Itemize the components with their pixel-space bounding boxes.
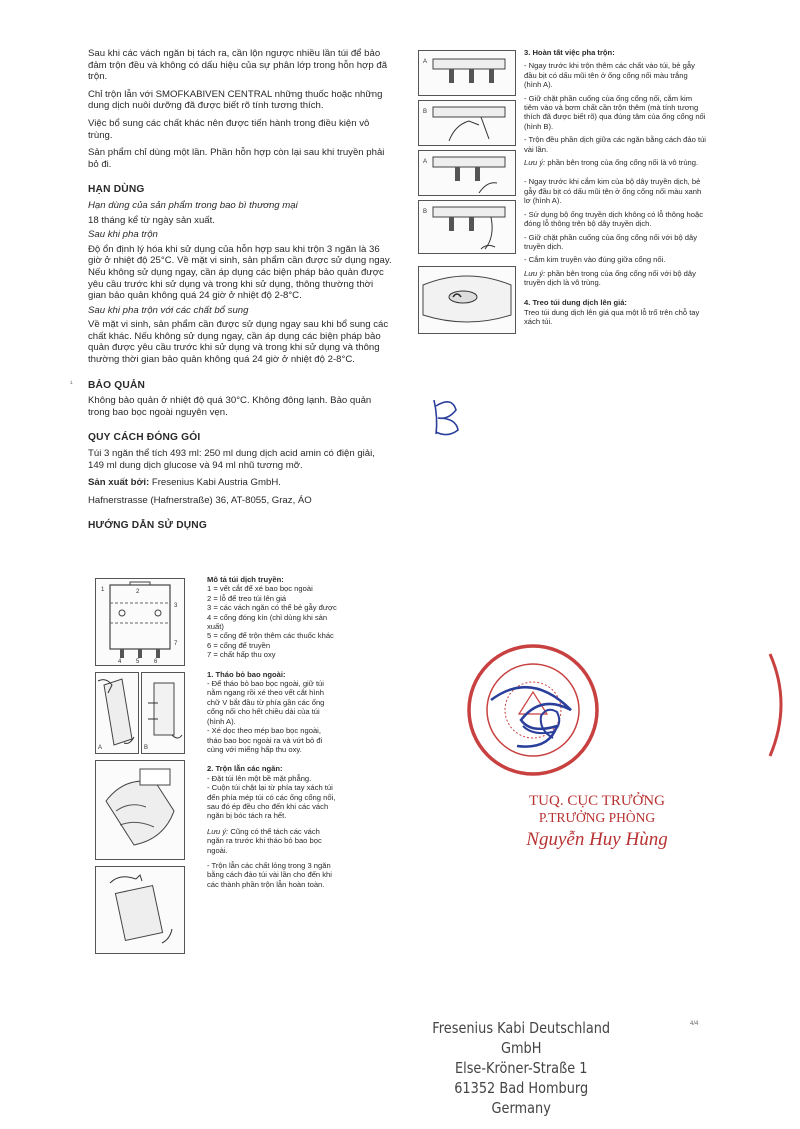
svg-text:2: 2 xyxy=(136,589,140,595)
step-3-note xyxy=(524,158,706,167)
company-address xyxy=(418,1018,624,1118)
svg-text:B: B xyxy=(144,745,149,751)
intro-paragraph: Chỉ trộn lẫn với SMOFKABIVEN CENTRAL những thuốc hoặc những dung dịch nuôi dưỡng đã được biết rõ tính tương thích. xyxy=(88,88,383,112)
ports-icon xyxy=(419,51,515,95)
paragraph: Độ ổn định lý hóa khi sử dụng của hỗn hợp sau khi trộn 3 ngăn là 36 giờ ở nhiệt độ 25°C. Về mặt vi sinh, sản phẩm cần được sử dụng ngay. Nếu không sử dụng ngay, cần áp dụng các biện pháp bảo quản được yêu cầu trước khi sử dụng và trong khi sử dụng, thông thường thời gian bảo quản không quá 24 giờ ở nhiệt độ 2-8°C. xyxy=(88,243,392,302)
paragraph: Không bảo quản ở nhiệt độ quá 30°C. Không đông lạnh. Bảo quản trong bao bọc ngoài nguyên vẹn. xyxy=(88,395,372,418)
company-country: Germany xyxy=(491,1099,551,1117)
svg-text:B: B xyxy=(423,209,428,215)
manufacturer-line xyxy=(88,477,393,489)
section-heading-huong-dan: HƯỚNG DẪN SỬ DỤNG xyxy=(88,520,207,532)
official-seal-icon xyxy=(463,640,603,780)
hands-peeling-icon xyxy=(142,673,184,753)
subheading: Sau khi pha trộn với các chất bổ sung xyxy=(88,304,249,316)
svg-text:1: 1 xyxy=(101,587,105,593)
step-text: - Giữ chặt phần cuống của ống cổng nối với bộ dây truyền dịch. xyxy=(524,232,698,251)
step-1-title: 1. Tháo bỏ bao ngoài: xyxy=(207,669,286,679)
step-text: - Trộn đều phần dịch giữa các ngăn bằng cách đảo túi vài lần. xyxy=(524,135,706,154)
list-item: 7 = chất hấp thu oxy xyxy=(207,650,276,660)
svg-text:A: A xyxy=(423,59,428,65)
bag-diagram-figure xyxy=(95,578,185,666)
hand-port-icon xyxy=(419,151,515,195)
approval-title: TUQ. CỤC TRƯỞNG xyxy=(529,793,665,809)
remove-overwrap-figure-a xyxy=(95,672,139,754)
left-column xyxy=(88,48,393,536)
manufacturer-name: Fresenius Kabi Austria GmbH. xyxy=(151,477,281,489)
port-figure-1 xyxy=(418,50,516,96)
port-figure-3 xyxy=(418,150,516,196)
step-text: - Giữ chặt phần cuống của ống cổng nối, cắm kim tiêm vào và bơm chất cần trộn thêm (mà tính tương thích đã được biết rõ) qua đúng tâm của ống cổng nối (hình B). xyxy=(524,93,706,131)
note-label: Lưu ý: xyxy=(524,158,546,168)
page-number: 4/4 xyxy=(690,1021,699,1027)
intro-paragraph: Sau khi các vách ngăn bị tách ra, cần lộn ngược nhiều lần túi để bảo đảm trộn đều và không có dấu hiệu của sự phân lớp trong hỗn hợp đã trộn. xyxy=(88,48,388,83)
section-heading-han-dung: HẠN DÙNG xyxy=(88,184,145,196)
approval-name: Nguyễn Huy Hùng xyxy=(526,829,668,850)
step-text: - Cắm kim truyền vào đúng giữa cổng nối. xyxy=(524,255,666,265)
right-column xyxy=(524,48,706,331)
invert-bag-figure xyxy=(95,866,185,954)
intro-paragraph: Việc bổ sung các chất khác nên được tiến hành trong điều kiện vô trùng. xyxy=(88,117,370,141)
note-label: Lưu ý: xyxy=(524,268,546,278)
subheading: Sau khi pha trộn xyxy=(88,229,158,241)
svg-text:4: 4 xyxy=(118,659,122,665)
bag-diagram-icon xyxy=(96,579,184,665)
step-text: Treo túi dung dịch lên giá qua một lỗ trổ trên chỗ tay xách túi. xyxy=(524,307,700,327)
list-item: 4 = cổng đóng kín (chỉ dùng khi sản xuất) xyxy=(207,612,328,632)
step-3-note-2 xyxy=(524,269,706,288)
svg-text:5: 5 xyxy=(136,659,140,665)
paragraph: Túi 3 ngăn thể tích 493 ml: 250 ml dung dịch acid amin có điện giải, 149 ml dung dịch glucose và 94 ml nhũ tương mỡ. xyxy=(88,448,375,471)
company-name: Fresenius Kabi Deutschland GmbH xyxy=(432,1019,611,1057)
company-street: Else-Kröner-Straße 1 xyxy=(454,1059,588,1077)
svg-text:3: 3 xyxy=(174,603,178,609)
hanger-figure xyxy=(418,266,516,334)
approval-subtitle: P.TRƯỞNG PHÒNG xyxy=(538,810,656,825)
list-item: 6 = cổng để truyền xyxy=(207,640,271,650)
step-3-title: 3. Hoàn tất việc pha trộn: xyxy=(524,48,615,57)
section-heading-bao-quan: BẢO QUẢN xyxy=(88,379,146,391)
stamp-edge-mark-icon xyxy=(764,650,794,760)
step-1 xyxy=(207,670,337,755)
initials-signature-icon xyxy=(426,392,466,440)
list-item: 5 = cổng để trộn thêm các thuốc khác xyxy=(207,631,334,641)
margin-mark: ¹ xyxy=(70,379,73,388)
bag-description xyxy=(207,575,337,660)
paragraph: Về mặt vi sinh, sản phẩm cần được sử dụng ngay sau khi bổ sung các chất khác. Nếu không sử dụng ngay, cần áp dụng các biện pháp bảo quản được yêu cầu trước khi sử dụng và trong khi sử dụng và thông thường thời gian bảo quản không quá 24 giờ ở nhiệt độ 2-8°C. xyxy=(88,319,389,366)
port-figure-4 xyxy=(418,200,516,254)
note-text: phần bên trong của ống cổng nối là vô trùng. xyxy=(545,158,699,168)
step-4-title: 4. Treo túi dung dịch lên giá: xyxy=(524,297,627,307)
step-text: - Đặt túi lên một bề mặt phẳng. xyxy=(207,773,312,783)
list-item: 2 = lỗ để treo túi lên giá xyxy=(207,593,287,603)
step-text: - Sử dụng bộ ống truyền dịch không có lỗ thông hoặc đóng lỗ thông trên bộ dây truyền dịch. xyxy=(524,209,704,229)
hands-tearing-icon xyxy=(96,673,138,753)
svg-text:A: A xyxy=(423,159,428,165)
manufacturer-address: Hafnerstrasse (Hafnerstraße) 36, AT-8055, Graz, ÁO xyxy=(88,494,312,506)
bag-description-title: Mô tả túi dịch truyền: xyxy=(207,575,284,584)
step-2-title: 2. Trộn lẫn các ngăn: xyxy=(207,764,283,774)
note-text: phần bên trong của ống cổng nối với bộ dây truyền dịch là vô trùng. xyxy=(524,268,696,288)
port-figure-2 xyxy=(418,100,516,146)
step-text: - Để tháo bỏ bao bọc ngoài, giữ túi nằm ngang rồi xé theo vết cắt hình chữ V bắt đầu từ phía gần các ống cổng nối cho hết chiều dài của túi (hình A). xyxy=(207,679,325,726)
intro-paragraph: Sản phẩm chỉ dùng một lần. Phần hỗn hợp còn lại sau khi truyền phải bỏ đi. xyxy=(88,147,385,170)
list-item: 3 = các vách ngăn có thể bẻ gẫy được xyxy=(207,603,337,613)
bag-hanger-icon xyxy=(419,267,515,333)
roll-bag-figure xyxy=(95,760,185,860)
svg-text:7: 7 xyxy=(174,641,178,647)
hands-rolling-icon xyxy=(96,761,184,859)
subheading: Hạn dùng của sản phẩm trong bao bì thương mại xyxy=(88,199,298,211)
step-text: - Xé dọc theo mép bao bọc ngoài, tháo bao bọc ngoài ra và vứt bỏ đi cùng với miếng hấp thu oxy. xyxy=(207,726,323,754)
section-heading-quy-cach: QUY CÁCH ĐÓNG GÓI xyxy=(88,432,201,444)
note-label: Lưu ý: xyxy=(207,826,229,836)
manufacturer-label: Sản xuất bởi: xyxy=(88,477,150,489)
remove-overwrap-figure-b xyxy=(141,672,185,754)
list-item: 1 = vết cắt để xé bao bọc ngoài xyxy=(207,584,313,594)
approval-block xyxy=(487,792,707,852)
svg-text:A: A xyxy=(98,745,103,751)
step-2-note xyxy=(207,827,337,855)
step-text: - Trộn lẫn các chất lỏng trong 3 ngăn bằng cách đảo túi vài lần cho đến khi các thành phần trộn lẫn hoàn toàn. xyxy=(207,860,332,889)
company-city: 61352 Bad Homburg xyxy=(454,1079,589,1097)
step-2 xyxy=(207,764,337,820)
svg-text:6: 6 xyxy=(154,659,158,665)
step-text: - Cuộn túi chặt lại từ phía tay xách túi đến phía mép túi có các ống cổng nối, sau đó ép đều cho đến khi các vách ngăn bị bóc tách ra hết. xyxy=(207,783,336,821)
bag-inverting-icon xyxy=(96,867,184,953)
note-text: Cũng có thể tách các vách ngăn ra trước khi tháo bỏ bao bọc ngoài. xyxy=(207,826,322,855)
svg-text:B: B xyxy=(423,109,428,115)
paragraph: 18 tháng kể từ ngày sản xuất. xyxy=(88,214,215,226)
step-text: - Ngay trước khi cắm kim của bộ dây truyền dịch, bẻ gẫy đầu bịt có dấu mũi tên ở ống cổng nối màu xanh lơ (hình A). xyxy=(524,177,702,206)
instructions-column xyxy=(207,575,337,895)
hand-syringe-icon xyxy=(419,101,515,145)
infusion-set-icon xyxy=(419,201,515,253)
step-text: - Ngay trước khi trộn thêm các chất vào túi, bẻ gẫy đầu bịt có dấu mũi tên ở ống cổng nối màu trắng (hình A). xyxy=(524,61,695,90)
